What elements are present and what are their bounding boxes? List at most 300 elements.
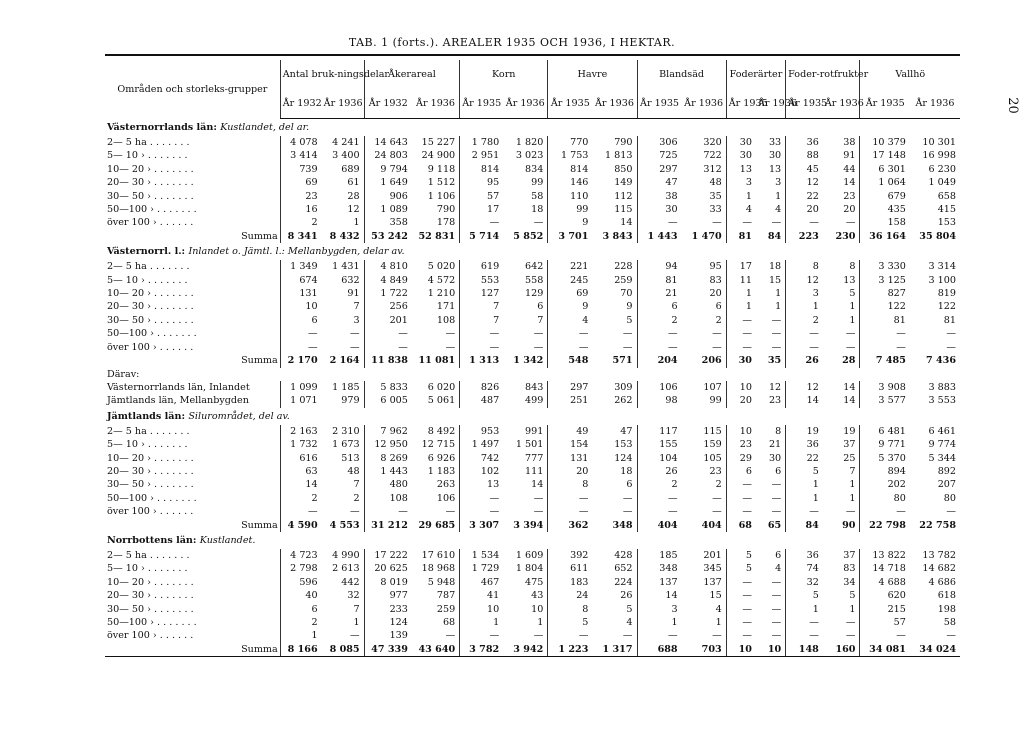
table-cell: 722 xyxy=(703,150,722,162)
row-label: 5— 10 › . . . . . . . xyxy=(107,439,188,451)
table-cell: 65 xyxy=(767,519,782,531)
row-label: över 100 › . . . . . . xyxy=(107,630,194,642)
table-cell: 6 xyxy=(775,465,782,477)
table-cell: 11 838 xyxy=(364,354,412,367)
table-cell: — xyxy=(771,590,782,602)
year-header: År 1936 xyxy=(823,88,860,119)
table-cell: 47 xyxy=(620,425,633,437)
table-cell: 14 xyxy=(531,479,544,491)
table-cell: 8 432 xyxy=(329,230,360,242)
table-cell: 69 xyxy=(280,176,321,189)
table-cell: — xyxy=(946,328,956,340)
table-cell: 146 xyxy=(548,176,593,189)
table-cell: 5 xyxy=(786,589,823,602)
table-cell: 611 xyxy=(548,562,593,575)
table-cell: 513 xyxy=(341,452,360,464)
table-cell: — xyxy=(637,492,682,505)
table-cell: 475 xyxy=(525,576,544,588)
table-cell: 553 xyxy=(460,274,504,287)
table-cell: 23 xyxy=(280,190,321,203)
table-cell: 12 715 xyxy=(421,439,456,451)
table-cell: 6 xyxy=(637,300,682,313)
table-cell: 8 269 xyxy=(364,452,412,465)
row-label: 20— 30 › . . . . . . . xyxy=(107,301,194,313)
table-cell: — xyxy=(726,505,756,518)
table-cell: 1 xyxy=(460,616,504,629)
table-cell: 23 xyxy=(726,438,756,451)
table-cell: 131 xyxy=(548,452,593,465)
table-cell: 6 461 xyxy=(928,425,956,437)
row-label: 2— 5 ha . . . . . . . xyxy=(107,137,190,148)
table-cell: 53 242 xyxy=(364,230,412,243)
table-cell: 9 118 xyxy=(427,163,456,175)
table-cell: 8 085 xyxy=(322,643,364,657)
table-cell: 3 908 xyxy=(860,381,910,394)
table-cell: 1 xyxy=(786,300,823,313)
table-cell: 6 481 xyxy=(860,425,910,438)
row-label: 5— 10 › . . . . . . . xyxy=(107,150,188,162)
table-cell: 106 xyxy=(436,492,456,504)
table-cell: 345 xyxy=(703,563,722,575)
summary-row xyxy=(105,643,960,657)
table-cell: 1 813 xyxy=(605,150,633,162)
table-cell: 618 xyxy=(937,590,956,602)
table-cell: 124 xyxy=(614,452,633,464)
table-cell: 1 xyxy=(786,492,823,505)
table-cell: 435 xyxy=(860,203,910,216)
table-cell: 83 xyxy=(843,563,856,575)
table-cell: — xyxy=(622,630,633,642)
table-cell: 18 968 xyxy=(421,563,456,575)
table-cell: 224 xyxy=(614,576,633,588)
table-cell: 1 xyxy=(637,616,682,629)
table-cell: 10 xyxy=(531,603,544,615)
table-cell: 826 xyxy=(460,381,504,394)
row-label: 2— 5 ha . . . . . . . xyxy=(107,261,190,273)
row-label: Jämtlands län, Mellanbygden xyxy=(107,395,249,407)
table-cell: 41 xyxy=(460,589,504,602)
table-cell: 1 342 xyxy=(513,355,544,367)
table-cell: 26 xyxy=(637,465,682,478)
row-label: 2— 5 ha . . . . . . . xyxy=(107,425,190,437)
table-cell: 362 xyxy=(548,519,593,532)
table-cell: 679 xyxy=(860,190,910,203)
table-cell: 6 xyxy=(280,314,321,327)
table-cell: 1 049 xyxy=(928,177,956,189)
table-cell: 320 xyxy=(703,137,722,148)
table-cell: 8 166 xyxy=(280,643,321,657)
row-label: 5— 10 › . . . . . . . xyxy=(107,274,188,286)
table-cell: — xyxy=(445,630,456,642)
table-cell: 36 164 xyxy=(860,230,910,243)
table-cell: 14 xyxy=(843,395,856,407)
table-cell: 3 883 xyxy=(928,381,956,393)
table-cell: 571 xyxy=(612,355,633,367)
table-cell: 814 xyxy=(548,163,593,176)
table-cell: 122 xyxy=(937,301,956,313)
table-cell: 36 xyxy=(786,549,823,562)
column-group-header: Blandsäd xyxy=(637,60,726,88)
table-cell: — xyxy=(622,492,633,504)
table-cell: 198 xyxy=(937,603,956,615)
table-cell: 17 222 xyxy=(364,549,412,562)
table-cell: 1 071 xyxy=(280,394,321,407)
table-cell: 1 xyxy=(537,617,544,628)
table-cell: 5 020 xyxy=(427,261,456,273)
column-group-header: Foderärter xyxy=(726,60,785,88)
year-header: År 1935 xyxy=(860,88,910,119)
table-cell: 251 xyxy=(548,394,593,407)
table-cell: 4 810 xyxy=(364,260,412,273)
table-cell: 892 xyxy=(937,465,956,477)
table-cell: — xyxy=(771,341,782,353)
table-cell: 814 xyxy=(460,163,504,176)
table-row xyxy=(105,341,960,354)
table-cell: 43 xyxy=(531,590,544,602)
table-cell: 787 xyxy=(436,590,456,602)
year-header: År 1936 xyxy=(412,88,460,119)
table-cell: 106 xyxy=(637,381,682,394)
table-cell: 548 xyxy=(548,354,593,367)
table-cell: — xyxy=(726,478,756,491)
table-cell: 61 xyxy=(347,177,360,189)
row-label: 20— 30 › . . . . . . . xyxy=(107,465,194,477)
section-subtitle: Silurområdet, del av. xyxy=(188,410,290,422)
table-cell: 1 xyxy=(726,287,756,300)
table-cell: 13 xyxy=(843,274,856,286)
table-cell: 47 xyxy=(637,176,682,189)
section-heading-row xyxy=(105,243,960,260)
table-cell: 1 512 xyxy=(427,177,456,189)
table-cell: 2 xyxy=(637,314,682,327)
table-cell: 10 xyxy=(460,603,504,616)
table-cell: 5 xyxy=(786,465,823,478)
table-row xyxy=(105,549,960,562)
table-cell: — xyxy=(786,341,823,354)
table-cell: 10 xyxy=(280,300,321,313)
table-cell: 81 xyxy=(726,230,756,243)
table-cell: 8 xyxy=(775,425,782,437)
year-header: År 1935 xyxy=(637,88,682,119)
table-cell: 30 xyxy=(726,136,756,149)
table-cell: 34 xyxy=(843,576,856,588)
section-subtitle: Inlandet o. Jämtl. l.: Mellanbygden, delar av. xyxy=(188,246,405,258)
table-cell: 7 xyxy=(353,603,360,615)
table-cell: — xyxy=(946,630,956,642)
table-row xyxy=(105,327,960,340)
table-cell: 2 xyxy=(280,216,321,229)
table-cell: 124 xyxy=(364,616,412,629)
table-cell: 1 089 xyxy=(364,203,412,216)
table-cell: 3 xyxy=(353,314,360,326)
table-cell: 3 xyxy=(775,177,782,189)
table-cell: — xyxy=(533,328,544,340)
table-cell: 5 xyxy=(726,562,756,575)
table-cell: 94 xyxy=(637,260,682,273)
table-cell: 28 xyxy=(842,355,856,367)
table-cell: 57 xyxy=(860,616,910,629)
table-cell: 80 xyxy=(860,492,910,505)
table-cell: 652 xyxy=(614,563,633,575)
table-cell: 642 xyxy=(525,261,544,273)
table-cell: — xyxy=(726,589,756,602)
table-cell: 6 xyxy=(626,479,633,491)
table-cell: 33 xyxy=(768,137,782,148)
table-cell: 7 xyxy=(353,301,360,313)
table-cell: — xyxy=(350,341,360,353)
table-cell: 306 xyxy=(637,136,682,149)
table-cell: 48 xyxy=(709,177,722,189)
table-cell: 620 xyxy=(860,589,910,602)
table-cell: 33 xyxy=(709,204,722,216)
column-group-header: Antal bruk-ningsdelar xyxy=(280,60,364,88)
year-header: År 1932 xyxy=(364,88,412,119)
table-cell: 8 019 xyxy=(364,576,412,589)
table-row xyxy=(105,589,960,602)
table-cell: — xyxy=(771,492,782,504)
table-cell: — xyxy=(533,630,544,642)
table-cell: 15 xyxy=(768,274,782,286)
table-cell: — xyxy=(946,341,956,353)
table-cell: 2 613 xyxy=(332,563,360,575)
table-cell: 5 xyxy=(626,603,633,615)
table-cell: 1 804 xyxy=(515,563,544,575)
page-number: 20 xyxy=(1004,97,1020,114)
table-cell: 392 xyxy=(548,549,593,562)
table-cell: 2 xyxy=(280,616,321,629)
table-cell: 91 xyxy=(347,288,360,300)
extra-heading: Därav: xyxy=(107,368,140,380)
table-cell: 2 951 xyxy=(460,149,504,162)
table-cell: 37 xyxy=(843,439,856,451)
table-cell: — xyxy=(533,341,544,353)
table-cell: 596 xyxy=(280,576,321,589)
table-cell: 9 xyxy=(626,301,633,313)
table-cell: 1 xyxy=(726,190,756,203)
table-cell: 309 xyxy=(614,381,633,393)
table-row xyxy=(105,505,960,518)
table-cell: 22 798 xyxy=(860,519,910,532)
table-cell: 26 xyxy=(786,354,823,367)
table-cell: 4 xyxy=(715,603,722,615)
table-cell: 674 xyxy=(280,274,321,287)
table-cell: 312 xyxy=(703,163,722,175)
table-cell: 17 148 xyxy=(860,149,910,162)
table-cell: 7 485 xyxy=(860,354,910,367)
table-cell: 8 xyxy=(786,260,823,273)
table-cell: 1 431 xyxy=(332,261,360,273)
table-cell: 69 xyxy=(548,287,593,300)
table-cell: 81 xyxy=(860,314,910,327)
table-cell: 12 xyxy=(786,274,823,287)
table-cell: 99 xyxy=(709,395,722,407)
table-cell: 616 xyxy=(280,452,321,465)
table-cell: — xyxy=(786,327,823,340)
table-cell: 977 xyxy=(364,589,412,602)
table-cell: — xyxy=(712,341,722,353)
table-cell: — xyxy=(845,630,856,642)
table-cell: 4 686 xyxy=(928,576,956,588)
table-cell: — xyxy=(786,629,823,642)
table-cell: 84 xyxy=(786,519,823,532)
table-cell: 8 341 xyxy=(280,230,321,243)
table-cell: 4 xyxy=(626,617,633,628)
table-cell: 95 xyxy=(460,176,504,189)
table-cell: 129 xyxy=(525,288,544,300)
table-cell: 6 xyxy=(280,603,321,616)
table-cell: — xyxy=(845,617,856,628)
table-cell: 4 723 xyxy=(280,549,321,562)
table-cell: 906 xyxy=(364,190,412,203)
table-cell: — xyxy=(637,327,682,340)
table-cell: — xyxy=(460,327,504,340)
table-row xyxy=(105,492,960,505)
table-row xyxy=(105,216,960,229)
table-cell: 3 023 xyxy=(515,150,544,162)
row-label: över 100 › . . . . . . xyxy=(107,506,194,518)
table-cell: 20 xyxy=(709,288,722,300)
table-cell: 10 379 xyxy=(860,136,910,149)
table-cell: 3 125 xyxy=(860,274,910,287)
table-cell: 10 xyxy=(726,425,756,438)
table-cell: 5 833 xyxy=(364,381,412,394)
table-cell: — xyxy=(860,327,910,340)
table-cell: 24 803 xyxy=(364,149,412,162)
table-cell: 115 xyxy=(614,204,633,216)
table-cell: 204 xyxy=(637,354,682,367)
table-cell: 428 xyxy=(614,549,633,561)
table-cell: 31 212 xyxy=(364,519,412,532)
table-cell: 4 590 xyxy=(280,519,321,532)
table-cell: — xyxy=(726,492,756,505)
table-cell: 6 xyxy=(726,465,756,478)
table-cell: — xyxy=(860,629,910,642)
table-cell: 81 xyxy=(637,274,682,287)
table-cell: 155 xyxy=(637,438,682,451)
table-cell: 102 xyxy=(460,465,504,478)
table-cell: 99 xyxy=(548,203,593,216)
table-cell: 16 xyxy=(280,203,321,216)
column-group-header: Havre xyxy=(548,60,637,88)
table-cell: 6 301 xyxy=(860,163,910,176)
table-row xyxy=(105,176,960,189)
table-cell: 3 xyxy=(726,176,756,189)
table-cell: 1 xyxy=(849,603,856,615)
table-cell: 467 xyxy=(460,576,504,589)
table-cell: — xyxy=(771,479,782,491)
table-cell: — xyxy=(350,328,360,340)
summary-row xyxy=(105,519,960,532)
table-cell: 74 xyxy=(786,562,823,575)
table-cell: 7 xyxy=(537,314,544,326)
table-cell: 1 349 xyxy=(280,260,321,273)
table-cell: 30 xyxy=(768,452,782,464)
table-cell: 1 649 xyxy=(364,176,412,189)
column-group-header: Åkerareal xyxy=(364,60,460,88)
table-cell: 32 xyxy=(347,590,360,602)
table-cell: 3 307 xyxy=(460,519,504,532)
table-cell: 137 xyxy=(637,576,682,589)
table-cell: — xyxy=(533,506,544,518)
table-cell: — xyxy=(771,576,782,588)
table-cell: 49 xyxy=(548,425,593,438)
table-cell: 777 xyxy=(525,452,544,464)
table-cell: 14 xyxy=(637,589,682,602)
table-cell: — xyxy=(712,217,722,229)
section-title: Västernorrlands län: xyxy=(107,122,217,133)
table-cell: 2 164 xyxy=(329,355,360,367)
table-cell: 4 849 xyxy=(364,274,412,287)
table-cell: — xyxy=(445,328,456,340)
table-cell: 4 xyxy=(548,314,593,327)
table-cell: 1 xyxy=(715,617,722,628)
table-cell: 25 xyxy=(843,452,856,464)
table-cell: — xyxy=(771,506,782,518)
table-row xyxy=(105,274,960,287)
year-header: År 1936 xyxy=(910,88,960,119)
table-cell: 4 572 xyxy=(427,274,456,286)
table-cell: 1 443 xyxy=(637,230,682,243)
table-cell: 108 xyxy=(364,492,412,505)
table-cell: 58 xyxy=(943,617,956,628)
row-label: Summa xyxy=(241,230,278,242)
table-cell: 3 414 xyxy=(280,149,321,162)
table-cell: 979 xyxy=(341,395,360,407)
table-cell: 2 310 xyxy=(332,425,360,437)
table-row xyxy=(105,300,960,313)
table-cell: 202 xyxy=(860,478,910,491)
table-cell: 207 xyxy=(937,479,956,491)
table-cell: — xyxy=(548,327,593,340)
table-cell: 3 330 xyxy=(860,260,910,273)
table-cell: 149 xyxy=(614,177,633,189)
summary-row xyxy=(105,230,960,243)
table-cell: — xyxy=(726,216,756,229)
table-row xyxy=(105,394,960,407)
table-cell: — xyxy=(771,217,782,229)
table-cell: 13 xyxy=(460,478,504,491)
table-cell: 14 xyxy=(843,381,856,393)
table-cell: 98 xyxy=(637,394,682,407)
table-cell: 3 843 xyxy=(602,230,633,242)
table-cell: 12 950 xyxy=(364,438,412,451)
table-cell: 29 685 xyxy=(418,519,456,531)
table-cell: 8 xyxy=(548,603,593,616)
table-cell: 81 xyxy=(943,314,956,326)
table-cell: 2 163 xyxy=(280,425,321,438)
table-cell: 3 577 xyxy=(860,394,910,407)
table-cell: 4 xyxy=(775,204,782,216)
table-cell: 9 794 xyxy=(364,163,412,176)
table-cell: 7 436 xyxy=(925,355,956,367)
row-label: över 100 › . . . . . . xyxy=(107,341,194,353)
table-cell: — xyxy=(845,217,856,229)
table-cell: 4 xyxy=(775,563,782,575)
table-cell: 5 xyxy=(849,288,856,300)
table-cell: — xyxy=(364,505,412,518)
table-row xyxy=(105,163,960,176)
table-cell: 29 xyxy=(726,452,756,465)
table-cell: 790 xyxy=(614,137,633,148)
table-cell: 843 xyxy=(525,381,544,393)
row-label: 50—100 › . . . . . . . xyxy=(107,204,197,216)
table-cell: 17 xyxy=(726,260,756,273)
table-cell: 256 xyxy=(364,300,412,313)
table-cell: — xyxy=(548,505,593,518)
table-cell: 14 xyxy=(786,394,823,407)
table-cell: 18 xyxy=(620,465,633,477)
table-cell: 4 241 xyxy=(332,137,360,148)
